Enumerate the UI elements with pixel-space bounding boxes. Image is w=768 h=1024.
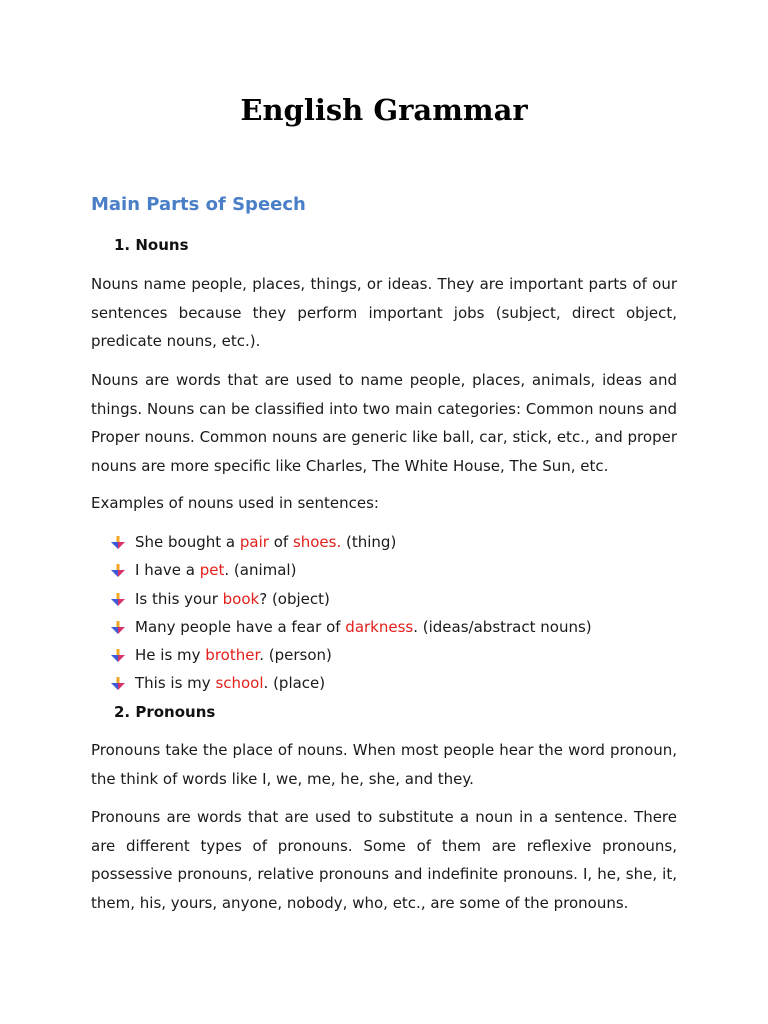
arrow-down-bullet-icon xyxy=(111,593,125,607)
pronouns-paragraph-2: Pronouns are words that are used to substitute a noun in a sentence. There are different types of pronouns. Some of them are reflexive pronouns, possessive pronouns, relative pronouns and indefinite pronouns. I, he, she, it, them, his, yours, anyone, nobody, who, etc., are some of the pronouns. xyxy=(91,808,677,912)
nouns-paragraph-2: Nouns are words that are used to name people, places, animals, ideas and things. Nouns can be classified into two main categories: Common nouns and Proper nouns. Common nouns are generic like ball, car, stick, etc., and proper nouns are more specific like Charles, The White House, The Sun, etc. xyxy=(91,371,677,475)
examples-intro: Examples of nouns used in sentences: xyxy=(91,494,379,512)
document-title: English Grammar xyxy=(240,93,528,127)
example-item: I have a pet. (animal) xyxy=(111,556,592,584)
example-item: He is my brother. (person) xyxy=(111,641,592,669)
section-heading: Main Parts of Speech xyxy=(91,194,306,215)
highlighted-noun: school xyxy=(215,674,264,693)
highlighted-noun: pair xyxy=(239,533,269,551)
example-item: Is this your book? (object) xyxy=(111,585,592,613)
example-item: She bought a pair of shoes. (thing) xyxy=(111,528,592,556)
pronouns-heading: 2. Pronouns xyxy=(114,703,216,721)
example-item: Many people have a fear of darkness. (ideas/abstract nouns) xyxy=(111,613,592,641)
nouns-paragraph-1: Nouns name people, places, things, or ideas. They are important parts of our sentences because they perform important jobs (subject, direct object, predicate nouns, etc.). xyxy=(91,275,677,350)
highlighted-noun: brother xyxy=(205,646,260,665)
examples-list xyxy=(111,528,592,698)
pronouns-paragraph-1: Pronouns take the place of nouns. When most people hear the word pronoun, the think of words like I, we, me, he, she, and they. xyxy=(91,741,677,788)
nouns-heading: 1. Nouns xyxy=(114,236,189,254)
highlighted-noun: darkness xyxy=(345,617,414,636)
arrow-down-bullet-icon xyxy=(111,677,125,691)
example-item: This is my school. (place) xyxy=(111,669,592,697)
highlighted-noun: pet xyxy=(199,561,225,580)
highlighted-noun: shoes. xyxy=(292,533,342,551)
arrow-down-bullet-icon xyxy=(111,564,125,578)
highlighted-noun: book xyxy=(222,589,260,608)
arrow-down-bullet-icon xyxy=(111,536,125,550)
arrow-down-bullet-icon xyxy=(111,649,125,663)
arrow-down-bullet-icon xyxy=(111,621,125,635)
